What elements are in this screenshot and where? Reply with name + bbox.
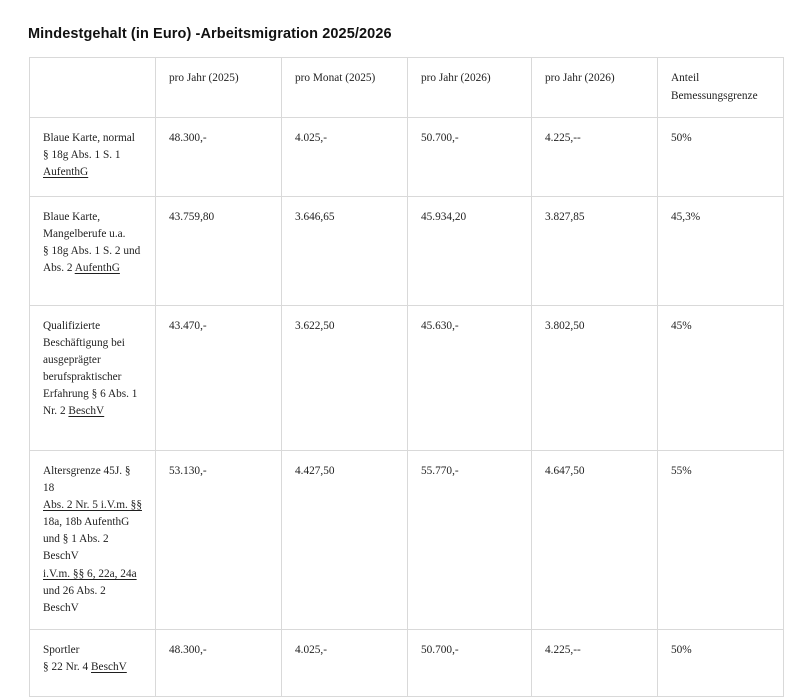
row-label-line: und 26 Abs. 2 BeschV (43, 584, 106, 614)
row-value-jahr-2026-b: 3.827,85 (532, 196, 658, 305)
row-value-jahr-2026-a: 45.630,- (408, 305, 532, 450)
row-label-cell (30, 305, 156, 450)
table-row (30, 196, 784, 305)
table-header-cell-1: pro Jahr (2025) (156, 58, 282, 117)
row-label-cell (30, 630, 156, 697)
row-label-line: Beschäftigung bei (43, 336, 125, 349)
row-label-line: i.V.m. §§ 6, 22a, 24a (43, 567, 137, 580)
row-value-jahr-2025: 48.300,- (156, 630, 282, 697)
row-label-line: Abs. 2 (43, 262, 75, 275)
table-row (30, 630, 784, 697)
row-value-jahr-2026-b: 4.225,-- (532, 117, 658, 196)
row-label-law-ref: AufenthG (43, 166, 89, 179)
row-value-monat-2025: 3.622,50 (282, 305, 408, 450)
row-value-anteil: 45,3% (658, 196, 784, 305)
row-value-monat-2025: 4.427,50 (282, 450, 408, 629)
row-label-line: Blaue Karte, (43, 210, 101, 223)
row-label-law-ref: AufenthG (74, 262, 120, 275)
row-value-jahr-2026-b: 3.802,50 (532, 305, 658, 450)
row-value-monat-2025: 4.025,- (282, 630, 408, 697)
row-label-line: Altersgrenze 45J. § 18 (43, 464, 131, 494)
row-value-jahr-2025: 43.470,- (156, 305, 282, 450)
row-value-jahr-2026-a: 45.934,20 (408, 196, 532, 305)
row-value-jahr-2026-b: 4.225,-- (532, 630, 658, 697)
table-header-cell-3: pro Jahr (2026) (408, 58, 532, 117)
table-row (30, 450, 784, 629)
row-label-cell (30, 450, 156, 629)
row-label-line: Nr. 2 (43, 405, 69, 418)
table-header-cell-0 (30, 58, 156, 117)
row-label-line: § 22 Nr. 4 (43, 661, 92, 674)
row-value-jahr-2025: 53.130,- (156, 450, 282, 629)
row-value-anteil: 50% (658, 117, 784, 196)
row-label-line: Blaue Karte, normal (43, 131, 135, 144)
row-label-line: berufspraktischer (43, 371, 122, 384)
row-value-monat-2025: 3.646,65 (282, 196, 408, 305)
row-value-anteil: 50% (658, 630, 784, 697)
page-title: Mindestgehalt (in Euro) -Arbeitsmigration 2025/2026 (28, 26, 392, 42)
row-label-line: Sportler (43, 644, 80, 657)
table-header-row (30, 58, 784, 117)
row-label-cell (30, 196, 156, 305)
table-row (30, 305, 784, 450)
table-header-cell-2: pro Monat (2025) (282, 58, 408, 117)
row-label-cell (30, 117, 156, 196)
row-label-law-ref: BeschV (68, 405, 105, 418)
row-value-jahr-2025: 43.759,80 (156, 196, 282, 305)
row-label-line: Erfahrung § 6 Abs. 1 (43, 388, 138, 401)
row-value-monat-2025: 4.025,- (282, 117, 408, 196)
mindestgehalt-table (29, 57, 784, 697)
row-label-line: Mangelberufe u.a. (43, 227, 126, 240)
row-label-line: ausgeprägter (43, 354, 101, 367)
row-label-law-ref: BeschV (91, 661, 127, 674)
row-value-anteil: 45% (658, 305, 784, 450)
table-row (30, 117, 784, 196)
row-value-jahr-2026-a: 50.700,- (408, 117, 532, 196)
row-value-jahr-2026-a: 50.700,- (408, 630, 532, 697)
row-label-line: § 18g Abs. 1 S. 2 und (43, 245, 141, 258)
row-label-line: und § 1 Abs. 2 BeschV (43, 533, 109, 563)
row-label-line: Abs. 2 Nr. 5 i.V.m. §§ (43, 499, 142, 512)
row-label-line: Qualifizierte (43, 319, 101, 332)
table-header-cell-5: Anteil Bemessungsgrenze (658, 58, 784, 117)
row-value-anteil: 55% (658, 450, 784, 629)
row-label-line: 18a, 18b AufenthG (43, 516, 130, 529)
row-value-jahr-2026-a: 55.770,- (408, 450, 532, 629)
row-value-jahr-2026-b: 4.647,50 (532, 450, 658, 629)
row-label-line: § 18g Abs. 1 S. 1 (43, 148, 121, 161)
row-value-jahr-2025: 48.300,- (156, 117, 282, 196)
table-header-cell-4: pro Jahr (2026) (532, 58, 658, 117)
